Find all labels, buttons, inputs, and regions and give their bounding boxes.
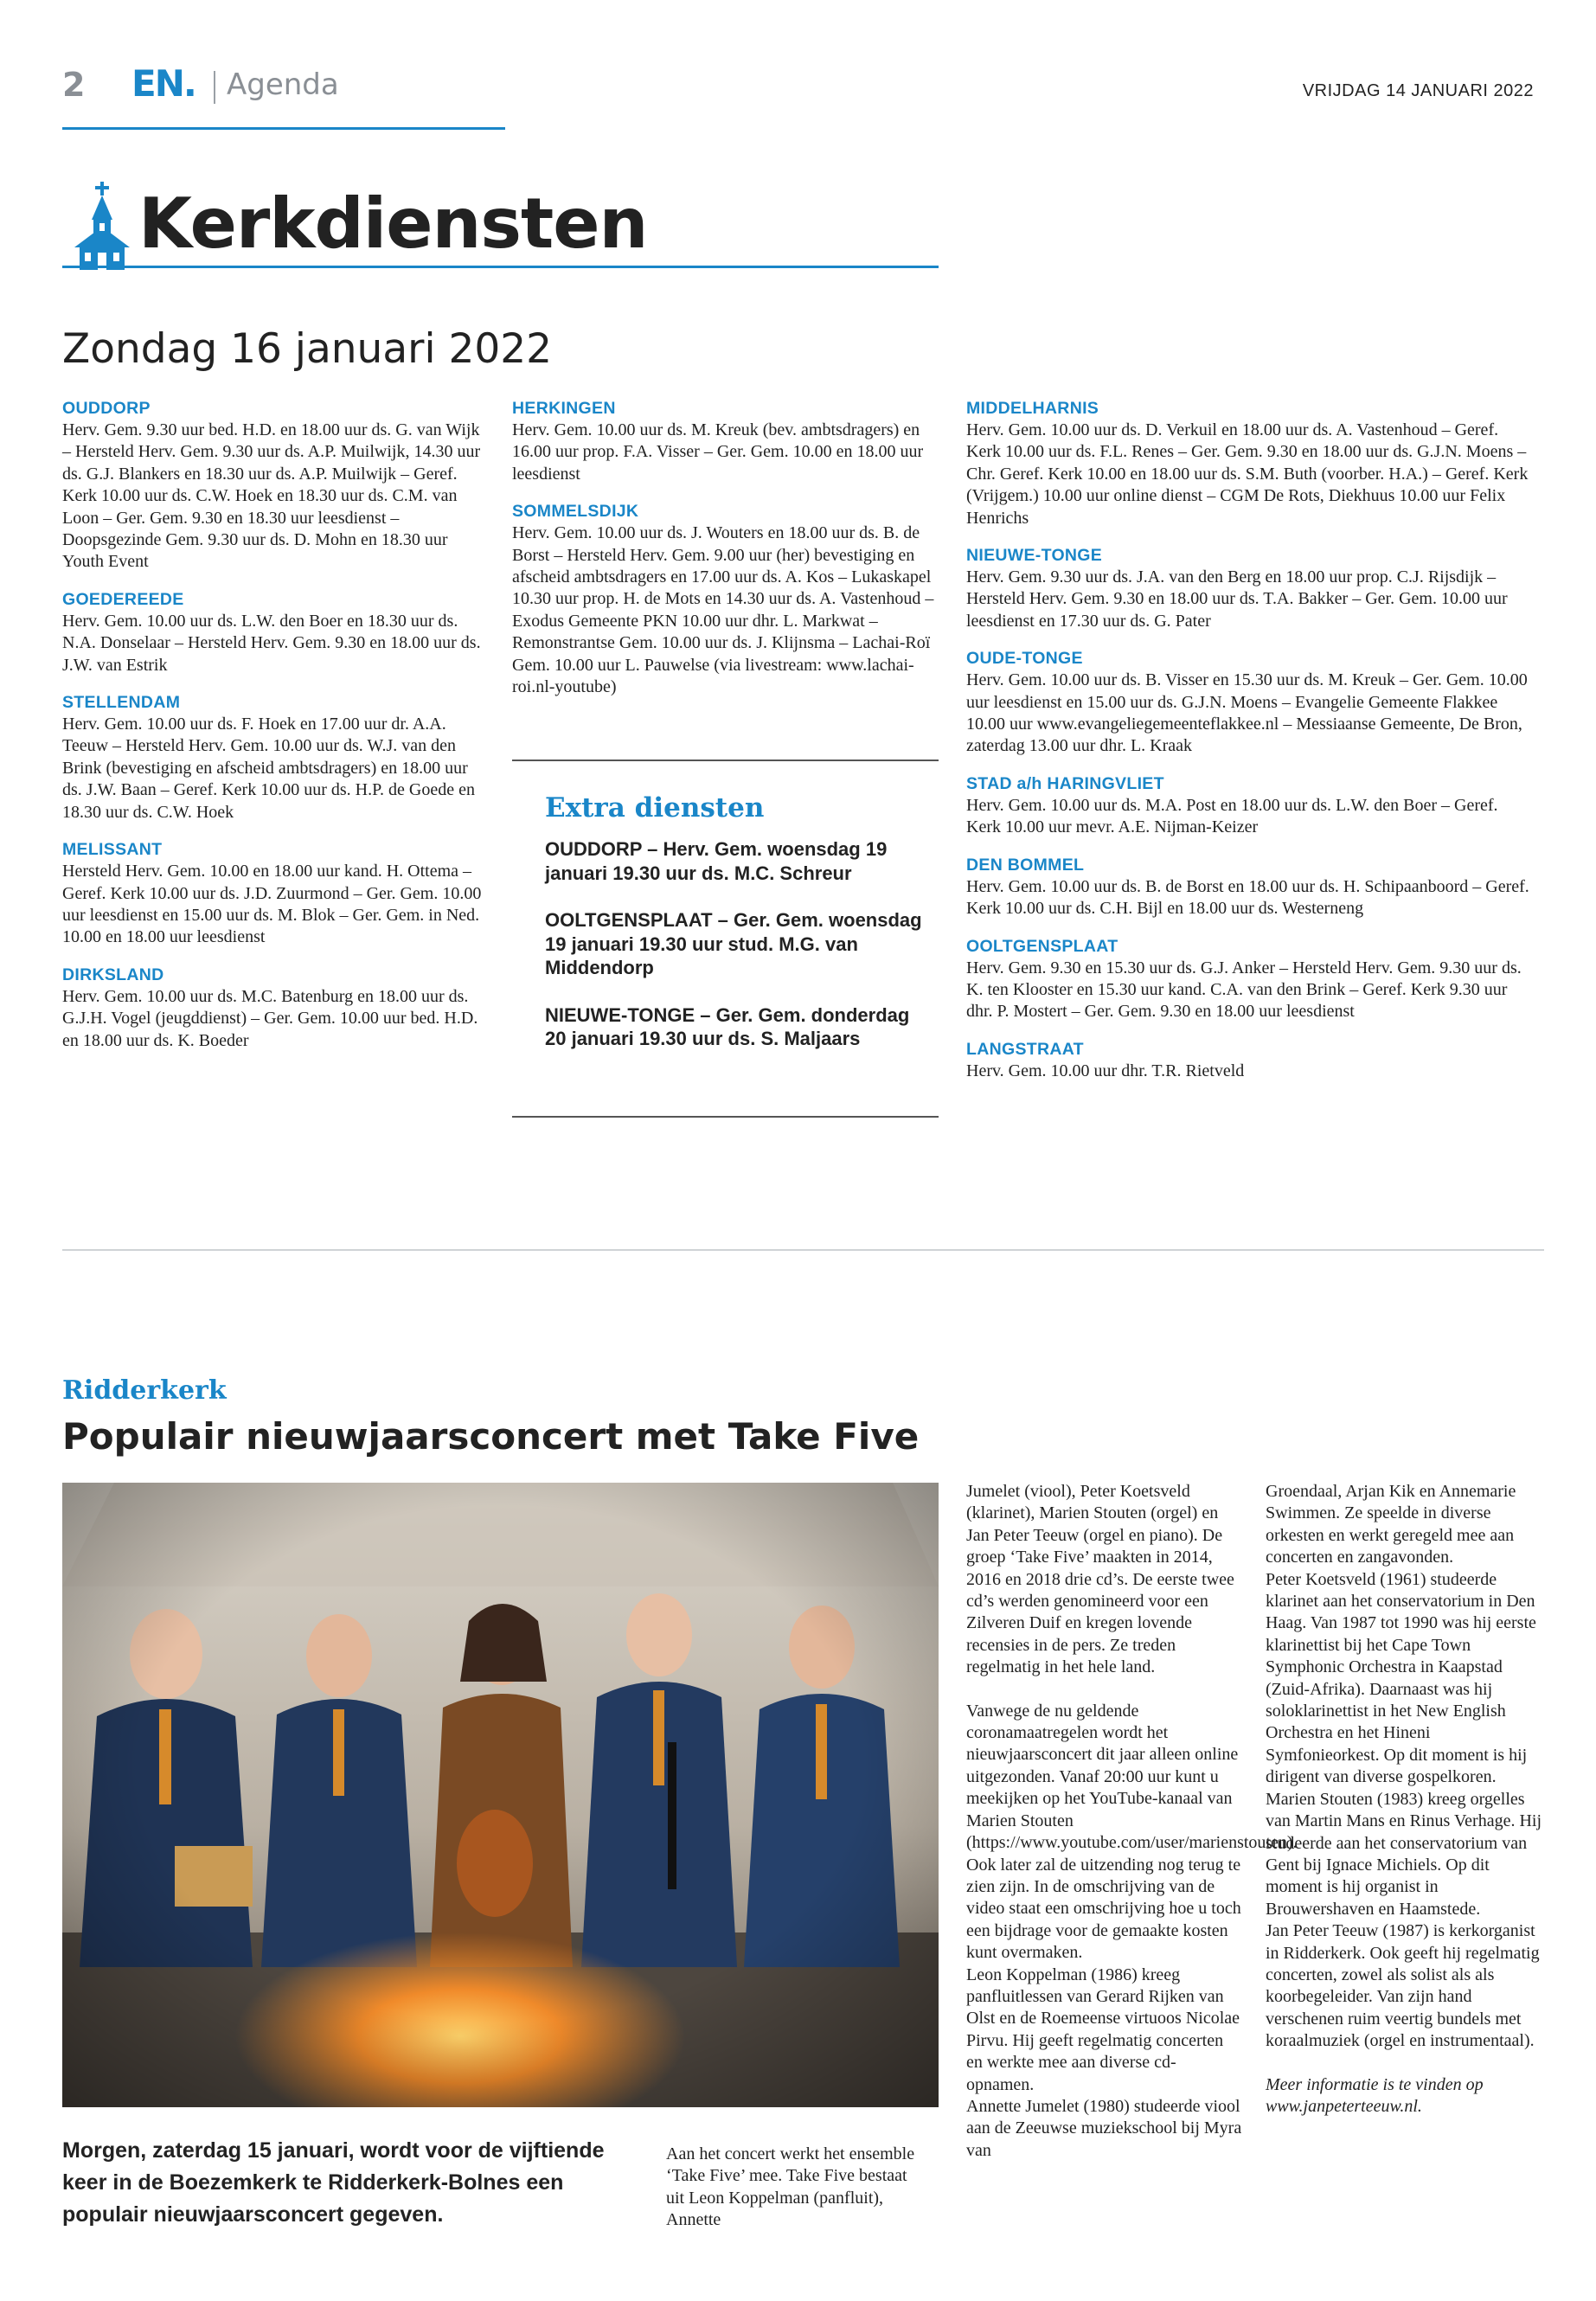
place-name: NIEUWE-TONGE bbox=[966, 546, 1103, 566]
services-column-3 bbox=[966, 398, 1534, 1098]
service-text: Herv. Gem. 10.00 uur ds. M.C. Batenburg en 18.00 uur ds. G.J.H. Vogel (jeugddienst) – Ger. Gem. 10.00 uur bed. H.D. en 18.00 uur ds. K. Boeder bbox=[62, 986, 478, 1050]
section-title: Agenda bbox=[227, 67, 339, 102]
service-text: Herv. Gem. 10.00 uur ds. D. Verkuil en 18.00 uur ds. A. Vastenhoud – Geref. Kerk 10.00 uur ds. F.L. Renes – Ger. Gem. 9.30 en 18.00 uur ds. G.J.N. Moens – Chr. Geref. Kerk 10.00 en 18.00 uur ds. S.M. Buth (voorber. H.A.) – Geref. Kerk (Vrijgem.) 10.00 uur online dienst – CGM De Rots, Diekhuus 10.00 uur Felix Henrichs bbox=[966, 420, 1529, 528]
service-entry bbox=[966, 773, 1534, 839]
place-name: MELISSANT bbox=[62, 840, 163, 860]
service-text: Herv. Gem. 10.00 uur ds. B. de Borst en 18.00 uur ds. H. Schipaanboord – Geref. Kerk 10.00 uur ds. C.H. Bijl en 18.00 uur ds. Westerneng bbox=[966, 876, 1529, 919]
service-entry bbox=[62, 398, 488, 574]
place-name: MIDDELHARNIS bbox=[966, 399, 1099, 418]
service-text: Herv. Gem. 10.00 uur ds. F. Hoek en 17.00 uur dr. A.A. Teeuw – Hersteld Herv. Gem. 10.00 uur ds. W.J. van den Brink (bevestiging en afscheid ambtsdragers) en 18.00 uur ds. J.W. Baan – Geref. Kerk 10.00 uur ds. H.P. de Goede en 18.30 uur ds. C.W. Hoek bbox=[62, 715, 475, 822]
service-text: Herv. Gem. 10.00 uur ds. L.W. den Boer en 18.30 uur ds. N.A. Donselaar – Hersteld Herv. Gem. 9.30 en 18.00 uur ds. J.W. van Estrik bbox=[62, 611, 481, 675]
extra-service: OOLTGENSPLAAT – Ger. Gem. woensdag 19 januari 19.30 uur stud. M.G. van Middendorp bbox=[545, 909, 922, 978]
article-paragraph: Groendaal, Arjan Kik en Annemarie Swimmen. Ze speelde in diverse orkesten en werkt geregeld mee aan concerten en zangavonden. bbox=[1266, 1482, 1516, 1567]
place-name: GOEDEREEDE bbox=[62, 589, 184, 609]
service-text: Herv. Gem. 9.30 uur ds. J.A. van den Berg en 18.00 uur prop. C.J. Rijsdijk – Hersteld Herv. Gem. 9.30 en 18.00 uur ds. T.A. Bakker – Ger. Gem. 10.00 uur leesdienst en 17.30 uur ds. G. Pater bbox=[966, 567, 1508, 631]
extra-service: OUDDORP – Herv. Gem. woensdag 19 januari 19.30 uur ds. M.C. Schreur bbox=[545, 838, 888, 884]
extra-box-bottom-rule bbox=[512, 1116, 939, 1118]
service-text: Herv. Gem. 10.00 uur ds. M. Kreuk (bev. ambtsdragers) en 16.00 uur prop. F.A. Visser – Ger. Gem. 10.00 en 18.00 uur leesdienst bbox=[512, 420, 924, 484]
extra-diensten-box bbox=[545, 792, 926, 1074]
article-paragraph: Peter Koetsveld (1961) studeerde klarinet aan het conservatorium in Den Haag. Van 1987 tot 1990 was hij eerste klarinettist bij het Cape Town Symphonic Orchestra in Kaapstad (Zuid-Afrika). Daarnaast was hij soloklarinettist in het New English Orchestra en het Hineni Symfonieorkest. Op dit moment is hij dirigent van diverse gospelkoren. bbox=[1266, 1569, 1536, 1787]
place-name: STELLENDAM bbox=[62, 693, 181, 713]
kerkdiensten-title: Kerkdiensten bbox=[138, 183, 648, 264]
header-separator bbox=[214, 71, 215, 104]
article-paragraph: Jumelet (viool), Peter Koetsveld (klarinet), Marien Stouten (orgel) en Jan Peter Teeuw (orgel en piano). De groep ‘Take Five’ maakten in 2014, 2016 en 2018 drie cd’s. De eerste twee cd’s werden genomineerd voor een Zilveren Duif en kregen lovende recensies in de pers. Ze treden regelmatig in het hele land. bbox=[966, 1482, 1234, 1677]
service-text: Herv. Gem. 10.00 uur ds. M.A. Post en 18.00 uur ds. L.W. den Boer – Geref. Kerk 10.00 uur mevr. A.E. Nijman-Keizer bbox=[966, 795, 1498, 837]
extra-service: NIEUWE-TONGE – Ger. Gem. donderdag 20 januari 19.30 uur ds. S. Maljaars bbox=[545, 1003, 910, 1049]
services-column-2 bbox=[512, 398, 938, 714]
service-entry bbox=[966, 398, 1534, 529]
service-entry bbox=[62, 589, 488, 676]
service-entry bbox=[62, 839, 488, 949]
article-headline: Populair nieuwjaarsconcert met Take Five bbox=[62, 1415, 920, 1458]
church-icon bbox=[74, 182, 130, 270]
article-kicker: Ridderkerk bbox=[62, 1375, 227, 1406]
service-entry bbox=[966, 936, 1534, 1023]
service-entry bbox=[62, 692, 488, 824]
article-column-2 bbox=[966, 1481, 1298, 2162]
paragraph-gap bbox=[966, 1679, 1243, 1701]
article-column-3 bbox=[1266, 1481, 1544, 2118]
service-text: Herv. Gem. 10.00 uur dhr. T.R. Rietveld bbox=[966, 1061, 1245, 1080]
extra-diensten-title: Extra diensten bbox=[545, 792, 765, 824]
services-column-1 bbox=[62, 398, 488, 1067]
place-name: OUDDORP bbox=[62, 399, 151, 418]
service-text: Hersteld Herv. Gem. 10.00 en 18.00 uur kand. H. Ottema – Geref. Kerk 10.00 uur ds. J.D. Zuurmond – Ger. Gem. 10.00 uur leesdienst en 15.00 uur ds. M. Blok – Ger. Gem. in Ned. 10.00 en 18.00 uur leesdienst bbox=[62, 862, 482, 947]
service-entry bbox=[512, 501, 938, 698]
place-name: DIRKSLAND bbox=[62, 965, 164, 984]
service-entry bbox=[512, 398, 938, 485]
service-text: Herv. Gem. 10.00 uur ds. B. Visser en 15.30 uur ds. M. Kreuk – Ger. Gem. 10.00 uur leesdienst en 15.00 uur ds. G.J.N. Moens – Evangelie Gemeente Flakkee 10.00 uur www.evangeliegemeenteflakkee.nl – Messiaanse Gemeente, De Bron, zaterdag 13.00 uur dhr. L. Kraak bbox=[966, 670, 1528, 756]
article-lead: Morgen, zaterdag 15 januari, wordt voor de vijftiende keer in de Boezemkerk te Ridderkerk-Bolnes een populair nieuwjaarsconcert gegeven. bbox=[62, 2138, 605, 2227]
article-paragraph: Aan het concert werkt het ensemble ‘Take Five’ mee. Take Five bestaat uit Leon Koppelman (panfluit), Annette bbox=[666, 2144, 915, 2230]
paragraph-gap bbox=[1266, 2053, 1544, 2074]
article-paragraph: Annette Jumelet (1980) studeerde viool aan de Zeeuwse muziekschool bij Myra van bbox=[966, 2096, 1242, 2160]
place-name: HERKINGEN bbox=[512, 399, 616, 418]
article-paragraph: Leon Koppelman (1986) kreeg panfluitlessen van Gerard Rijken van Olst en de Roemeense virtuoos Nicolae Pirvu. Hij geeft regelmatig concerten en werkte mee aan diverse cd-opnamen. bbox=[966, 1965, 1240, 2094]
service-entry bbox=[62, 965, 488, 1052]
service-entry bbox=[966, 545, 1534, 632]
service-entry bbox=[966, 855, 1534, 920]
issue-date: VRIJDAG 14 JANUARI 2022 bbox=[1302, 81, 1534, 100]
extra-box-top-rule bbox=[512, 760, 939, 761]
page-number: 2 bbox=[62, 66, 86, 104]
header-rule bbox=[62, 127, 505, 130]
service-entry bbox=[966, 648, 1534, 758]
place-name: SOMMELSDIJK bbox=[512, 502, 639, 522]
publication-logo: EN. bbox=[131, 62, 195, 105]
place-name: OOLTGENSPLAAT bbox=[966, 936, 1118, 956]
service-text: Herv. Gem. 10.00 uur ds. J. Wouters en 18.00 uur ds. B. de Borst – Hersteld Herv. Gem. 9.00 uur (her) bevestiging en afscheid ambtsdragers en 17.00 uur ds. A. Kos – Lukaskapel 10.30 uur prop. H. de Mots en 14.30 uur ds. A. Vastenhoud – Exodus Gemeente PKN 10.00 uur dhr. L. Markwat – Remonstrantse Gem. 10.00 uur ds. J. Klijnsma – Lachai-Roï Gem. 10.00 uur L. Pauwelse (via livestream: www.lachai-roi.nl-youtube) bbox=[512, 523, 934, 697]
article-column-1 bbox=[666, 2144, 926, 2232]
service-text: Herv. Gem. 9.30 uur bed. H.D. en 18.00 uur ds. G. van Wijk – Hersteld Herv. Gem. 9.30 uur ds. A.P. Muilwijk, 14.30 uur ds. G.J. Blankers en 18.30 uur ds. A.P. Muilwijk – Geref. Kerk 10.00 uur ds. C.W. Hoek en 18.30 uur ds. C.M. van Loon – Ger. Gem. 9.30 en 18.30 uur leesdienst – Doopsgezinde Gem. 9.30 uur ds. D. Mohn en 18.30 uur Youth Event bbox=[62, 420, 481, 572]
place-name: OUDE-TONGE bbox=[966, 649, 1083, 669]
service-entry bbox=[966, 1039, 1534, 1082]
article-paragraph: Jan Peter Teeuw (1987) is kerkorganist in Ridderkerk. Ook geeft hij regelmatig concerten, zowel als solist als als koorbegeleider. Van zijn hand verschenen ruim veertig bundels met koraalmuziek (orgel en instrumentaal). bbox=[1266, 1921, 1540, 2051]
service-date-heading: Zondag 16 januari 2022 bbox=[62, 325, 553, 373]
article-paragraph: Vanwege de nu geldende coronamaatregelen wordt het nieuwjaarsconcert dit jaar alleen online uitgezonden. Vanaf 20:00 uur kunt u meekijken op het YouTube-kanaal van Marien Stouten (https://www.youtube.com/user/marienstouten). Ook later zal de uitzending nog terug te zien zijn. In de omschrijving van de video staat een omschrijving hoe u toch een bijdrage voor de gemaakte kosten kunt overmaken. bbox=[966, 1701, 1298, 1963]
place-name: DEN BOMMEL bbox=[966, 855, 1085, 875]
place-name: LANGSTRAAT bbox=[966, 1039, 1084, 1059]
kerkdiensten-rule bbox=[62, 266, 939, 268]
place-name: STAD a/h HARINGVLIET bbox=[966, 773, 1164, 793]
article-paragraph: Marien Stouten (1983) kreeg orgelles van Martin Mans en Rinus Verhage. Hij studeerde aan het conservatorium van Gent bij Ignace Michiels. Op dit moment is hij organist in Brouwershaven en Haamstede. bbox=[1266, 1789, 1542, 1919]
more-info-note: Meer informatie is te vinden op www.janpeterteeuw.nl. bbox=[1266, 2074, 1484, 2116]
section-divider bbox=[62, 1249, 1544, 1251]
ensemble-photo bbox=[62, 1483, 939, 2107]
service-text: Herv. Gem. 9.30 en 15.30 uur ds. G.J. Anker – Hersteld Herv. Gem. 9.30 uur ds. K. ten Klooster en 15.30 uur kand. C.A. van den Brink – Geref. Kerk 9.30 uur dhr. P. Mostert – Ger. Gem. 9.30 en 18.00 uur leesdienst bbox=[966, 958, 1522, 1022]
